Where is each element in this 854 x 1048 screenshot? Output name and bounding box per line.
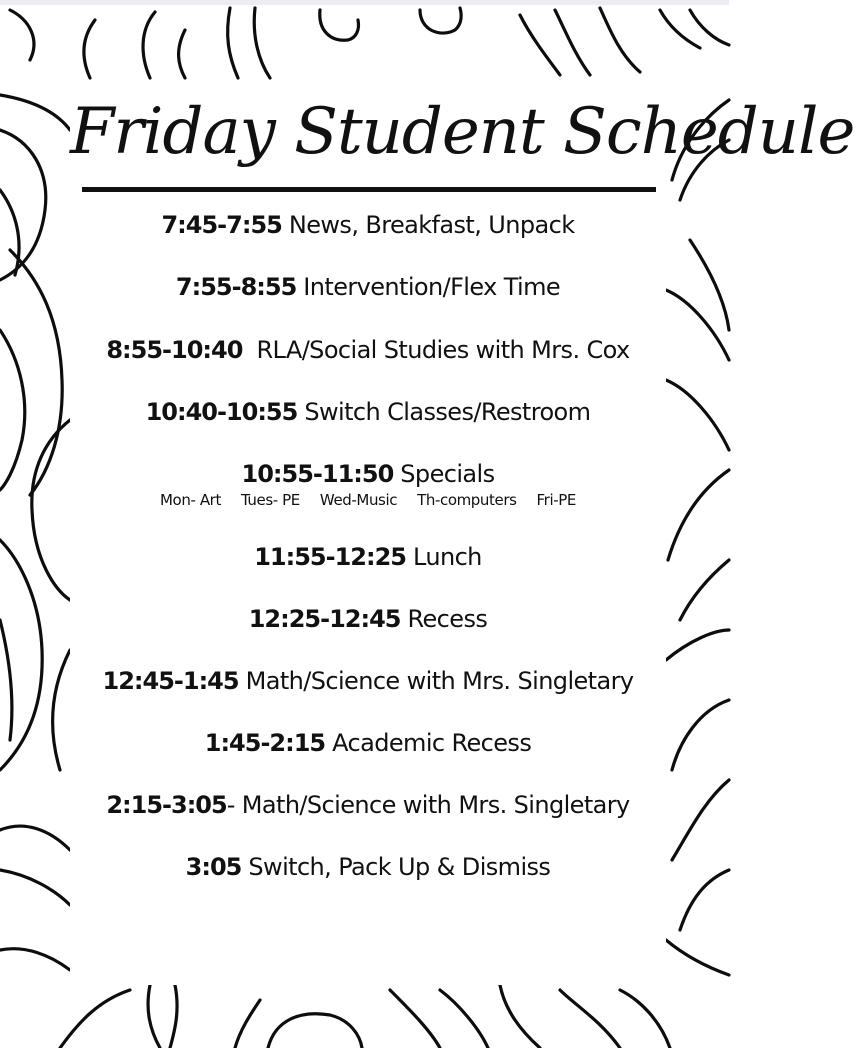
title-underline xyxy=(82,187,656,192)
specials-day: Th-computers xyxy=(417,491,517,509)
schedule-activity: Lunch xyxy=(405,543,482,571)
schedule-time: 8:55-10:40 xyxy=(106,336,243,364)
schedule-row xyxy=(80,540,656,574)
schedule-activity: Math/Science with Mrs. Singletary xyxy=(238,667,634,695)
schedule-row xyxy=(80,333,656,367)
schedule-time: 7:55-8:55 xyxy=(175,273,297,301)
schedule-time: 11:55-12:25 xyxy=(254,543,406,571)
schedule-activity: Intervention/Flex Time xyxy=(296,273,561,301)
schedule-time: 12:45-1:45 xyxy=(102,667,239,695)
schedule-row xyxy=(80,788,656,822)
schedule-time: 1:45-2:15 xyxy=(204,729,326,757)
schedule-activity: Recess xyxy=(400,605,488,633)
schedule-activity: Academic Recess xyxy=(325,729,532,757)
specials-rotation xyxy=(80,490,656,510)
specials-day: Tues- PE xyxy=(240,491,300,509)
schedule-time: 3:05 xyxy=(185,853,242,881)
schedule-row xyxy=(80,208,656,242)
schedule-time: 7:45-7:55 xyxy=(161,211,282,239)
specials-day: Fri-PE xyxy=(536,491,576,509)
schedule-activity: News, Breakfast, Unpack xyxy=(281,211,575,239)
specials-day: Mon- Art xyxy=(160,491,221,509)
schedule-activity: RLA/Social Studies with Mrs. Cox xyxy=(242,336,630,364)
schedule-time: 10:55-11:50 xyxy=(241,460,394,488)
schedule-activity: Switch, Pack Up & Dismiss xyxy=(241,853,551,881)
specials-day: Wed-Music xyxy=(319,491,398,509)
schedule-row xyxy=(80,270,656,304)
schedule-row xyxy=(80,664,656,698)
schedule-activity: Specials xyxy=(393,460,495,488)
page-title: Friday Student Schedule xyxy=(70,95,854,169)
schedule-time: 10:40-10:55 xyxy=(145,398,298,426)
schedule-time: 12:25-12:45 xyxy=(248,605,401,633)
schedule-row xyxy=(80,457,656,491)
schedule-row xyxy=(80,602,656,636)
schedule-row xyxy=(80,850,656,884)
schedule-time: 2:15-3:05 xyxy=(106,791,227,819)
schedule-activity: Switch Classes/Restroom xyxy=(297,398,591,426)
schedule-row xyxy=(80,726,656,760)
schedule-row xyxy=(80,395,656,429)
schedule-activity: - Math/Science with Mrs. Singletary xyxy=(226,791,630,819)
